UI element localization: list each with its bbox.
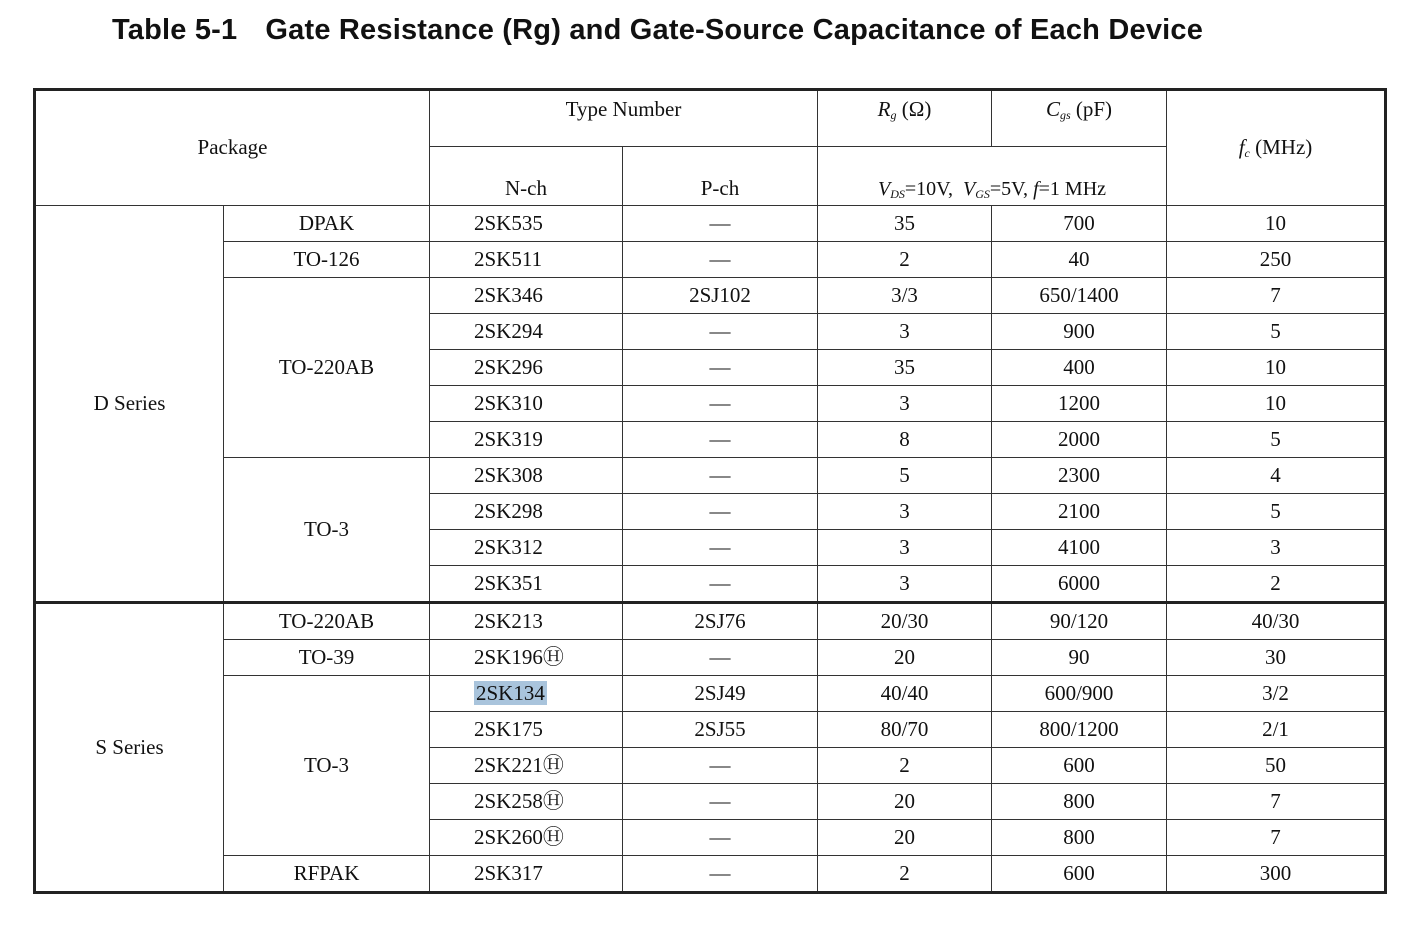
cgs-cell: 600 (992, 748, 1167, 784)
pch-cell: 2SJ76 (623, 603, 818, 640)
nch-cell: 2SK511 (430, 242, 623, 278)
cgs-cell: 400 (992, 350, 1167, 386)
pch-cell: 2SJ55 (623, 712, 818, 748)
rg-cell: 3 (818, 530, 992, 566)
package-to3: TO-3 (224, 458, 430, 603)
table-row (35, 242, 1386, 278)
fc-cell: 5 (1167, 422, 1386, 458)
rg-cell: 20 (818, 784, 992, 820)
cgs-cell: 4100 (992, 530, 1167, 566)
rg-cell: 3 (818, 566, 992, 603)
header-rg-unit: (Ω) (901, 97, 932, 121)
fc-cell: 50 (1167, 748, 1386, 784)
cgs-cell: 1200 (992, 386, 1167, 422)
cond-vds: =10V, (904, 177, 954, 200)
fc-cell: 2/1 (1167, 712, 1386, 748)
header-rg: $R_g$ (Ω) (818, 90, 992, 147)
cgs-cell: 800 (992, 820, 1167, 856)
fc-cell: 10 (1167, 386, 1386, 422)
pch-cell: 2SJ49 (623, 676, 818, 712)
rg-cell: 40/40 (818, 676, 992, 712)
cgs-cell: 900 (992, 314, 1167, 350)
nch-cell: 2SK319 (430, 422, 623, 458)
pch-cell: — (623, 566, 818, 603)
header-fc: $f_c$ (MHz) (1167, 90, 1386, 206)
fc-cell: 7 (1167, 784, 1386, 820)
nch-cell: 2SK213 (430, 603, 623, 640)
table-row (35, 603, 1386, 640)
fc-cell: 40/30 (1167, 603, 1386, 640)
rg-cell: 35 (818, 350, 992, 386)
gate-resistance-table (33, 88, 1387, 894)
package-rfpak: RFPAK (224, 856, 430, 893)
rg-cell: 20 (818, 820, 992, 856)
cgs-cell: 90 (992, 640, 1167, 676)
header-package: Package (35, 90, 430, 206)
pch-cell: — (623, 458, 818, 494)
nch-cell: 2SK294 (430, 314, 623, 350)
pch-cell: — (623, 350, 818, 386)
header-type-number: Type Number (430, 90, 818, 147)
header-fc-unit: (MHz) (1255, 135, 1313, 160)
rg-cell: 2 (818, 748, 992, 784)
fc-cell: 3/2 (1167, 676, 1386, 712)
nch-cell: 2SK260Ⓗ (430, 820, 623, 856)
cgs-cell: 90/120 (992, 603, 1167, 640)
rg-cell: 3/3 (818, 278, 992, 314)
nch-cell: 2SK221Ⓗ (430, 748, 623, 784)
package-to126: TO-126 (224, 242, 430, 278)
table-row (35, 640, 1386, 676)
nch-cell: 2SK535 (430, 206, 623, 242)
series-s: S Series (35, 603, 224, 893)
nch-cell: 2SK258Ⓗ (430, 784, 623, 820)
table-row (35, 278, 1386, 314)
rg-cell: 3 (818, 494, 992, 530)
fc-cell: 300 (1167, 856, 1386, 893)
rg-cell: 2 (818, 242, 992, 278)
package-to220ab-s: TO-220AB (224, 603, 430, 640)
cgs-cell: 650/1400 (992, 278, 1167, 314)
pch-cell: 2SJ102 (623, 278, 818, 314)
header-pch: P-ch (623, 147, 818, 206)
pch-cell: — (623, 386, 818, 422)
header-row-1 (35, 90, 1386, 147)
rg-cell: 80/70 (818, 712, 992, 748)
pch-cell: — (623, 748, 818, 784)
pch-cell: — (623, 784, 818, 820)
header-nch: N-ch (430, 147, 623, 206)
nch-cell: 2SK351 (430, 566, 623, 603)
nch-cell: 2SK196Ⓗ (430, 640, 623, 676)
fc-cell: 7 (1167, 278, 1386, 314)
cgs-cell: 2000 (992, 422, 1167, 458)
fc-cell: 250 (1167, 242, 1386, 278)
fc-cell: 10 (1167, 206, 1386, 242)
rg-cell: 5 (818, 458, 992, 494)
pch-cell: — (623, 530, 818, 566)
series-d: D Series (35, 206, 224, 603)
pch-cell: — (623, 314, 818, 350)
nch-cell: 2SK312 (430, 530, 623, 566)
cgs-cell: 800 (992, 784, 1167, 820)
rg-cell: 20 (818, 640, 992, 676)
package-to39: TO-39 (224, 640, 430, 676)
pch-cell: — (623, 820, 818, 856)
table-row (35, 458, 1386, 494)
rg-cell: 3 (818, 386, 992, 422)
header-conditions: $V_{DS}=10V$, $V_{GS}=5V$, f=1 MHz (818, 147, 1167, 206)
package-to220ab: TO-220AB (224, 278, 430, 458)
fc-cell: 7 (1167, 820, 1386, 856)
fc-cell: 5 (1167, 314, 1386, 350)
table-caption: Gate Resistance (Rg) and Gate-Source Capacitance of Each Device (265, 14, 1204, 46)
nch-cell: 2SK175 (430, 712, 623, 748)
cond-vgs: =5V, (989, 177, 1029, 200)
nch-cell: 2SK308 (430, 458, 623, 494)
fc-cell: 3 (1167, 530, 1386, 566)
fc-cell: 2 (1167, 566, 1386, 603)
pch-cell: — (623, 206, 818, 242)
nch-cell: 2SK298 (430, 494, 623, 530)
rg-cell: 3 (818, 314, 992, 350)
table-row (35, 206, 1386, 242)
package-to3-s: TO-3 (224, 676, 430, 856)
table-row (35, 676, 1386, 712)
package-dpak: DPAK (224, 206, 430, 242)
pch-cell: — (623, 242, 818, 278)
nch-cell: 2SK317 (430, 856, 623, 893)
pch-cell: — (623, 640, 818, 676)
cond-f: =1 MHz (1038, 177, 1107, 200)
cgs-cell: 600/900 (992, 676, 1167, 712)
rg-cell: 2 (818, 856, 992, 893)
nch-cell: 2SK310 (430, 386, 623, 422)
cgs-cell: 700 (992, 206, 1167, 242)
fc-cell: 4 (1167, 458, 1386, 494)
rg-cell: 35 (818, 206, 992, 242)
cgs-cell: 600 (992, 856, 1167, 893)
pch-cell: — (623, 494, 818, 530)
cgs-cell: 40 (992, 242, 1167, 278)
pch-cell: — (623, 856, 818, 893)
header-cgs: $C_{gs}$ (pF) (992, 90, 1167, 147)
cgs-cell: 6000 (992, 566, 1167, 603)
fc-cell: 10 (1167, 350, 1386, 386)
header-cgs-unit: (pF) (1075, 97, 1113, 121)
nch-cell: 2SK346 (430, 278, 623, 314)
cgs-cell: 800/1200 (992, 712, 1167, 748)
table-number: Table 5-1 (112, 14, 238, 46)
selected-text[interactable]: 2SK134 (476, 681, 545, 705)
pch-cell: — (623, 422, 818, 458)
fc-cell: 5 (1167, 494, 1386, 530)
table-title (112, 14, 1203, 47)
rg-cell: 8 (818, 422, 992, 458)
rg-cell: 20/30 (818, 603, 992, 640)
cgs-cell: 2300 (992, 458, 1167, 494)
nch-cell-selected[interactable] (430, 676, 623, 712)
table-row (35, 856, 1386, 893)
fc-cell: 30 (1167, 640, 1386, 676)
nch-cell: 2SK296 (430, 350, 623, 386)
cgs-cell: 2100 (992, 494, 1167, 530)
